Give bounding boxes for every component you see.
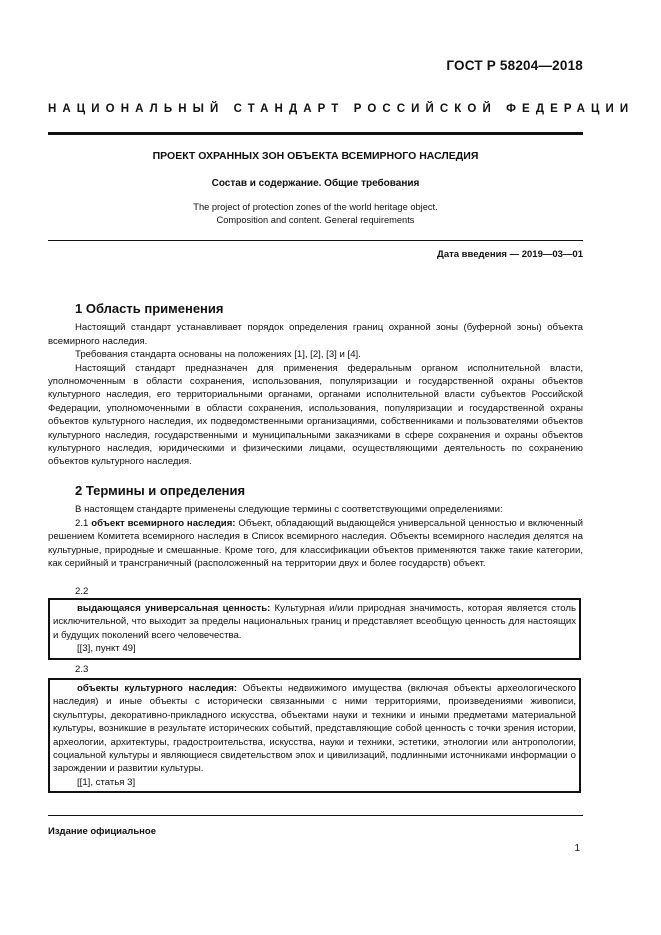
document-subtitle: Состав и содержание. Общие требования bbox=[211, 178, 420, 189]
standard-code: ГОСТ Р 58204—2018 bbox=[446, 58, 583, 73]
footer-rule bbox=[48, 815, 583, 816]
term-2-3 bbox=[50, 682, 579, 776]
national-standard-heading: НАЦИОНАЛЬНЫЙ СТАНДАРТ РОССИЙСКОЙ ФЕДЕРАЦИИ bbox=[48, 103, 635, 115]
page-number: 1 bbox=[574, 843, 580, 854]
english-title-line1: The project of protection zones of the world heritage object. bbox=[193, 202, 438, 212]
section-1-paragraph-2: Требования стандарта основаны на положениях [1], [2], [3] и [4]. bbox=[75, 349, 361, 361]
term-2-3-reference: [[1], статья 3] bbox=[77, 776, 136, 788]
section-2-heading: 2 Термины и определения bbox=[75, 483, 246, 498]
english-title-line2: Composition and content. General requirements bbox=[216, 215, 415, 225]
official-edition-label: Издание официальное bbox=[48, 826, 156, 837]
term-2-3-box bbox=[48, 678, 581, 793]
term-2-2 bbox=[50, 602, 579, 642]
term-2-3-term: объекты культурного наследия: bbox=[77, 683, 238, 694]
term-2-2-term: выдающаяся универсальная ценность: bbox=[77, 603, 271, 614]
term-2-2-box bbox=[48, 598, 581, 660]
english-title bbox=[48, 201, 583, 227]
section-2 bbox=[48, 484, 583, 570]
section-1-paragraph-1: Настоящий стандарт устанавливает порядок определения границ охранной зоны (буферной зоны) объекта всемирного наследия. bbox=[48, 322, 583, 347]
term-2-3-definition: Объекты недвижимого имущества (включая объекты археологического наследия) и иные объекты с исторически связанными с ними территориями, произведениями живописи, скульптуры, декоративно-прикладного искусства, объектами науки и техники и иными предметами материальной культуры, возникшие в результате исторических событий, представляющие собой ценность с точки зрения истории, археологии, архитектуры, градостроительства, искусства, науки и техники, эстетики, этнологии или антропологии, социальной культуры и являющиеся свидетельством эпох и цивилизаций, подлинными источниками информации о зарождении и развитии культуры. bbox=[53, 683, 576, 775]
term-2-1 bbox=[48, 517, 583, 571]
term-2-1-term: объект всемирного наследия: bbox=[91, 517, 236, 529]
term-2-1-number: 2.1 bbox=[75, 517, 89, 529]
section-2-intro: В настоящем стандарте применены следующие термины с соответствующими определениями: bbox=[75, 504, 503, 516]
term-2-2-reference: [[3], пункт 49] bbox=[77, 643, 136, 655]
introduction-date: Дата введения — 2019—03—01 bbox=[437, 249, 583, 260]
term-2-1-definition: Объект, обладающий выдающейся универсальной ценностью и включенный решением Комитета всемирного наследия в Список всемирного наследия. Объекты всемирного наследия делятся на культурные, природные и смешанные. Кроме того, для классификации объектов применяются также такие категории, как серийный и трансграничный (расположенный на территории двух и более государств) объект. bbox=[48, 517, 584, 570]
title-rule bbox=[48, 240, 583, 241]
header-rule bbox=[48, 132, 583, 135]
document-title: ПРОЕКТ ОХРАННЫХ ЗОН ОБЪЕКТА ВСЕМИРНОГО НАСЛЕДИЯ bbox=[152, 150, 479, 162]
term-2-2-number: 2.2 bbox=[75, 586, 89, 597]
section-1-heading: 1 Область применения bbox=[75, 301, 224, 316]
term-2-2-definition: Культурная и/или природная значимость, которая является столь исключительной, что выходит за пределы национальных границ и представляет всеобщую ценность для настоящих и будущих поколений всего человечества. bbox=[53, 603, 577, 641]
section-1 bbox=[48, 302, 583, 469]
section-1-paragraph-3: Настоящий стандарт предназначен для применения федеральным органом исполнительной власти, уполномоченным в области сохранения, использования, популяризации и государственной охраны объектов культурного наследия, его территориальными органами, органами исполнительной власти субъектов Российской Федерации, уполномоченными в области сохранения, использования, популяризации и государственной охраны объектов культурного наследия, их подведомственными организациями, собственниками и пользователями объектов культурного наследия, государственными и муниципальными заказчиками в сфере сохранения и охраны объектов культурного наследия, юридическими и физическими лицами, осуществляющими деятельность по сохранению объектов культурного наследия. bbox=[48, 362, 583, 468]
term-2-3-number: 2.3 bbox=[75, 664, 89, 675]
